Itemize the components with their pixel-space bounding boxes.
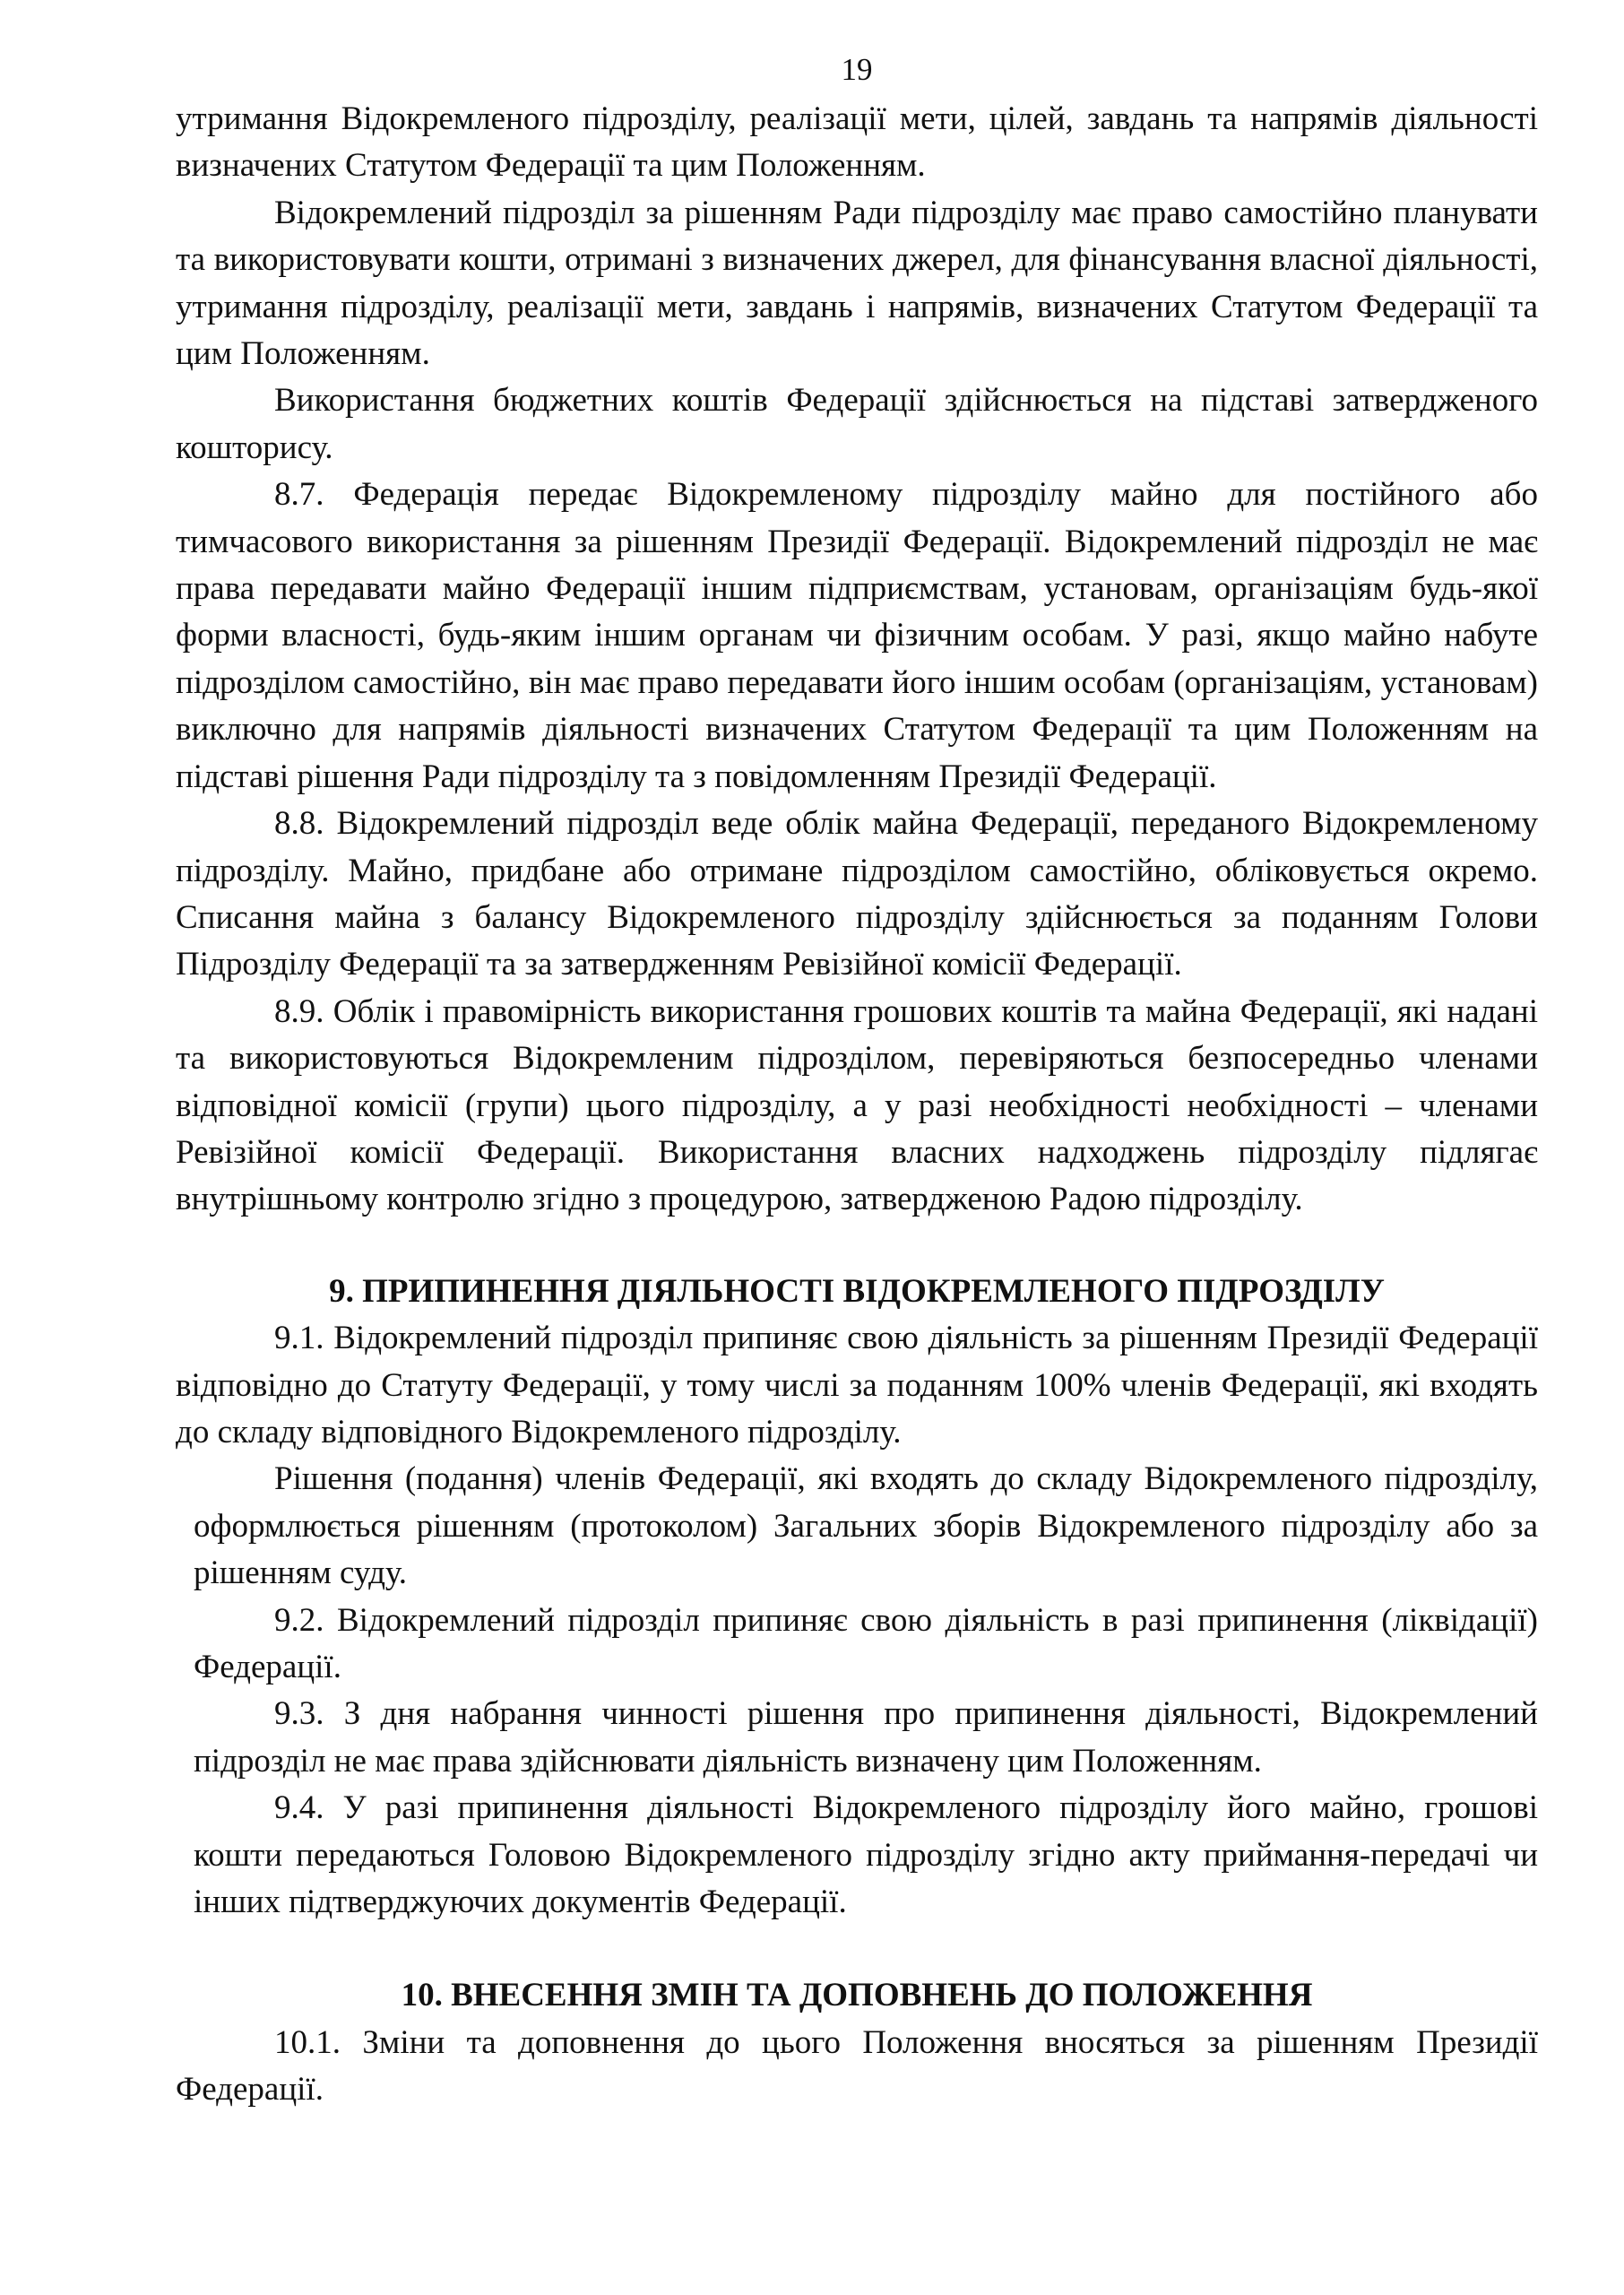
section-10-heading: 10. ВНЕСЕННЯ ЗМІН ТА ДОПОВНЕНЬ ДО ПОЛОЖЕННЯ (401, 1977, 1313, 2014)
section-10-body (176, 2020, 1538, 2114)
paragraph-9-2: 9.2. Відокремлений підрозділ припиняє свою діяльність в разі припинення (ліквідації) Федерації. (194, 1601, 1538, 1685)
paragraph-9-4: 9.4. У разі припинення діяльності Відокремленого підрозділу його майно, грошові кошти передаються Головою Відокремленого підрозділу згідно акту приймання-передачі чи інших підтверджуючих документів Федерації. (194, 1789, 1538, 1921)
page-number: 19 (841, 52, 873, 87)
paragraph-continuation: утримання Відокремленого підрозділу, реалізації мети, цілей, завдань та напрямів діяльності визначених Статутом Федерації та цим Положенням. (176, 100, 1538, 185)
paragraph-10-1: 10.1. Зміни та доповнення до цього Положення вносяться за рішенням Президії Федерації. (176, 2023, 1538, 2109)
paragraph-8-8: 8.8. Відокремлений підрозділ веде облік майна Федерації, переданого Відокремленому підрозділу. Майно, придбане або отримане підрозділом самостійно, обліковується окремо. Списання майна з балансу Відокремленого підрозділу здійснюється за поданням Голови Підрозділу Федерації та за затвердженням Ревізійної комісії Федерації. (176, 805, 1538, 983)
section-9-body (176, 1315, 1538, 1926)
paragraph-8-7: 8.7. Федерація передає Відокремленому підрозділу майно для постійного або тимчасового використання за рішенням Президії Федерації. Відокремлений підрозділ не має права передавати майно Федерації іншим підприємствам, установам, організаціям будь-якої форми власності, будь-яким іншим органам чи фізичним особам. У разі, якщо майно набуте підрозділом самостійно, він має право передавати його іншим особам (організаціям, установам) виключно для напрямів діяльності визначених Статутом Федерації та цим Положенням на підставі рішення Ради підрозділу та з повідомленням Президії Федерації. (176, 476, 1538, 795)
section-9-heading: 9. ПРИПИНЕННЯ ДІЯЛЬНОСТІ ВІДОКРЕМЛЕНОГО ПІДРОЗДІЛУ (329, 1272, 1385, 1310)
section-8-continuation (176, 96, 1538, 1224)
paragraph-9-3: 9.3. З дня набрання чинності рішення про припинення діяльності, Відокремлений підрозділ не має права здійснювати діяльність визначену цим Положенням. (194, 1695, 1538, 1780)
paragraph-8-9: 8.9. Облік і правомірність використання грошових коштів та майна Федерації, які надані та використовуються Відокремленим підрозділом, перевіряються безпосередньо членами відповідної комісії (групи) цього підрозділу, а у разі необхідності необхідності – членами Ревізійної комісії Федерації. Використання власних надходжень підрозділу підлягає внутрішньому контролю згідно з процедурою, затвердженою Радою підрозділу. (176, 992, 1538, 1218)
paragraph-9-1-decision: Рішення (подання) членів Федерації, які входять до складу Відокремленого підрозділу, оформлюється рішенням (протоколом) Загальних зборів Відокремленого підрозділу або за рішенням суду. (194, 1460, 1538, 1592)
paragraph-funds-planning: Відокремлений підрозділ за рішенням Ради підрозділу має право самостійно планувати та використовувати кошти, отримані з визначених джерел, для фінансування власної діяльності, утримання підрозділу, реалізації мети, завдань і напрямів, визначених Статутом Федерації та цим Положенням. (176, 194, 1538, 373)
paragraph-9-1: 9.1. Відокремлений підрозділ припиняє свою діяльність за рішенням Президії Федерації відповідно до Статуту Федерації, у тому числі за поданням 100% членів Федерації, які входять до складу відповідного Відокремленого підрозділу. (176, 1320, 1538, 1451)
paragraph-budget-usage: Використання бюджетних коштів Федерації здійснюється на підставі затвердженого кошторису. (176, 382, 1538, 466)
